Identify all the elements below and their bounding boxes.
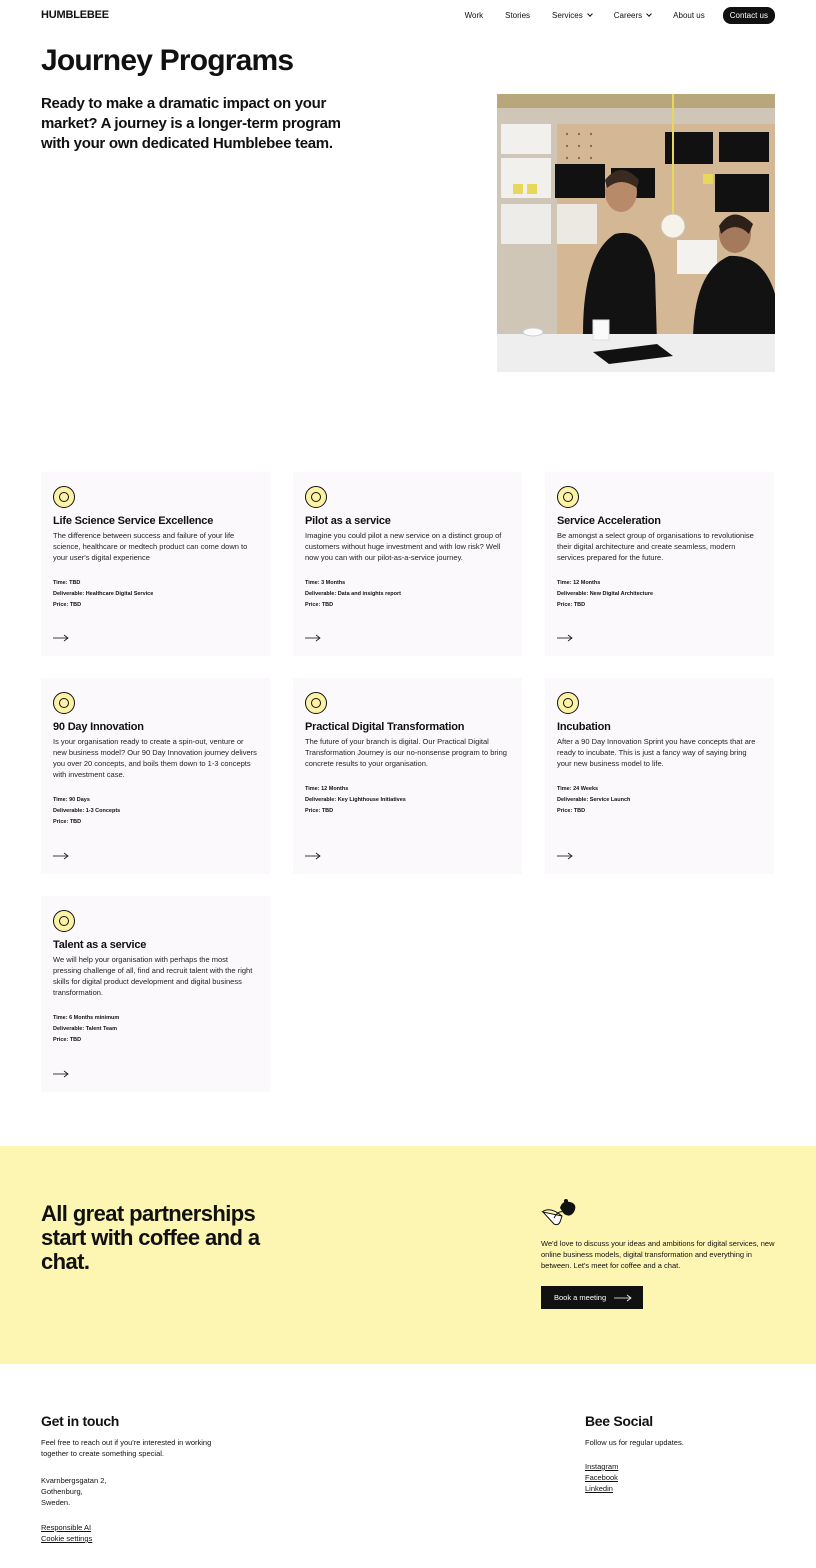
cta-title: All great partnerships start with coffee and a chat. (41, 1201, 260, 1274)
card-meta (557, 784, 762, 817)
nav-work-label: Work (464, 11, 484, 20)
arrow-right-icon[interactable] (305, 634, 321, 642)
book-meeting-button[interactable] (541, 1286, 643, 1309)
page-title: Journey Programs (41, 44, 294, 77)
address-line: Kvarnbergsgatan 2, (41, 1476, 107, 1485)
compass-icon (557, 486, 579, 508)
footer-social-text: Follow us for regular updates. (585, 1438, 684, 1447)
card-description: Is your organisation ready to create a spin-out, venture or new business model? Our 90 Day Innovation journey delivers you over 20 concepts, and boils them down to 1-3 concepts with investment case. (53, 737, 257, 779)
footer-address (41, 1475, 106, 1508)
site-header (0, 0, 816, 30)
compass-icon (305, 692, 327, 714)
program-card[interactable] (545, 472, 774, 656)
nav-services-label: Services (552, 11, 583, 20)
nav-about[interactable] (673, 11, 705, 20)
card-title: Incubation (557, 721, 611, 733)
card-title: Life Science Service Excellence (53, 515, 214, 527)
card-description: The difference between success and failure of your life science, healthcare or medtech product can come down to your user's digital experience (53, 531, 248, 562)
hero-lead: Ready to make a dramatic impact on your market? A journey is a longer-term program with your own dedicated Humblebee team. (41, 95, 341, 152)
card-title: Service Acceleration (557, 515, 661, 527)
card-description: We will help your organisation with perhaps the most pressing challenge of all, find and recruit talent with the right skills for digital product development and digital business transformation. (53, 955, 253, 997)
chevron-down-icon (587, 11, 593, 17)
nav-work[interactable] (465, 11, 484, 20)
program-card[interactable] (41, 896, 270, 1092)
instagram-link[interactable]: Instagram (585, 1462, 619, 1471)
compass-icon (305, 486, 327, 508)
compass-icon (53, 692, 75, 714)
program-card[interactable] (41, 472, 270, 656)
card-meta (305, 784, 510, 817)
nav-careers-label: Careers (613, 11, 643, 20)
cta-section (0, 1146, 816, 1364)
address-line: Sweden. (41, 1498, 71, 1507)
nav-about-label: About us (673, 11, 705, 20)
main-nav (443, 7, 775, 24)
office-photo-illustration (497, 94, 775, 372)
arrow-right-icon[interactable] (53, 634, 69, 642)
card-description: The future of your branch is digital. Our Practical Digital Transformation Journey is our no-nonsense program to bring concrete results to your organisation. (305, 737, 507, 768)
card-title: Pilot as a service (305, 515, 391, 527)
card-deliverable: Deliverable: New Digital Architecture (557, 591, 654, 597)
card-time: Time: 24 Weeks (557, 786, 599, 792)
compass-icon (53, 910, 75, 932)
address-line: Gothenburg, (41, 1487, 83, 1496)
card-time: Time: TBD (53, 580, 81, 586)
nav-careers[interactable] (614, 11, 651, 20)
card-price: Price: TBD (557, 602, 586, 608)
arrow-right-icon[interactable] (305, 852, 321, 860)
card-time: Time: 3 Months (305, 580, 346, 586)
linkedin-link[interactable]: Linkedin (585, 1484, 613, 1493)
cta-text: We'd love to discuss your ideas and ambitions for digital services, new online business models, digital transformation and everything in between. Let's meet for coffee and a chat. (541, 1239, 775, 1270)
card-time: Time: 12 Months (557, 580, 601, 586)
footer-contact-title: Get in touch (41, 1413, 120, 1429)
nav-services[interactable] (552, 11, 592, 20)
card-price: Price: TBD (53, 819, 82, 825)
card-time: Time: 6 Months minimum (53, 1015, 120, 1021)
program-card[interactable] (293, 472, 522, 656)
book-meeting-label: Book a meeting (554, 1293, 607, 1302)
card-deliverable: Deliverable: Data and insights report (305, 591, 401, 597)
card-title: Talent as a service (53, 939, 147, 951)
card-time: Time: 12 Months (305, 786, 349, 792)
program-card[interactable] (41, 678, 270, 874)
card-price: Price: TBD (53, 1037, 82, 1043)
chevron-down-icon (646, 11, 652, 17)
card-price: Price: TBD (53, 602, 82, 608)
card-description: Imagine you could pilot a new service on a distinct group of customers without huge investment and with low risk? Well now you can with our pilot-as-a-service journey. (305, 531, 502, 562)
facebook-link[interactable]: Facebook (585, 1473, 618, 1482)
card-meta (557, 578, 762, 611)
card-meta (53, 795, 258, 828)
arrow-right-icon[interactable] (53, 852, 69, 860)
card-meta (305, 578, 510, 611)
card-deliverable: Deliverable: Talent Team (53, 1026, 117, 1032)
card-meta (53, 578, 258, 611)
card-title: 90 Day Innovation (53, 721, 144, 733)
arrow-right-icon[interactable] (557, 634, 573, 642)
card-deliverable: Deliverable: Healthcare Digital Service (53, 591, 154, 597)
compass-icon (53, 486, 75, 508)
arrow-right-icon[interactable] (53, 1070, 69, 1078)
hero-image (497, 94, 775, 372)
card-description: After a 90 Day Innovation Sprint you have concepts that are ready to incubate. This is just a fancy way of saying bring your new business model to life. (557, 737, 756, 768)
card-time: Time: 90 Days (53, 797, 90, 803)
footer-contact-text: Feel free to reach out if you're interested in working together to create something special. (41, 1438, 212, 1458)
card-deliverable: Deliverable: 1-3 Concepts (53, 808, 121, 814)
cookie-settings-link[interactable]: Cookie settings (41, 1534, 93, 1543)
logo[interactable]: HUMBLEBEE (41, 9, 109, 21)
arrow-right-icon (614, 1294, 632, 1302)
responsible-ai-link[interactable]: Responsible AI (41, 1523, 92, 1532)
card-description: Be amongst a select group of organisations to revolutionise their digital architecture and create seamless, modern services prepared for the future. (557, 531, 754, 562)
card-deliverable: Deliverable: Service Launch (557, 797, 631, 803)
card-price: Price: TBD (557, 808, 586, 814)
nav-stories[interactable] (505, 11, 530, 20)
arrow-right-icon[interactable] (557, 852, 573, 860)
footer-social-title: Bee Social (585, 1413, 653, 1429)
nav-stories-label: Stories (505, 11, 531, 20)
compass-icon (557, 692, 579, 714)
coffee-cup-icon (540, 1198, 578, 1230)
program-card[interactable] (293, 678, 522, 874)
program-card[interactable] (545, 678, 774, 874)
card-meta (53, 1013, 258, 1046)
contact-us-button[interactable]: Contact us (723, 7, 775, 24)
card-price: Price: TBD (305, 602, 334, 608)
card-title: Practical Digital Transformation (305, 721, 465, 733)
card-deliverable: Deliverable: Key Lighthouse Initiatives (305, 797, 406, 803)
card-price: Price: TBD (305, 808, 334, 814)
